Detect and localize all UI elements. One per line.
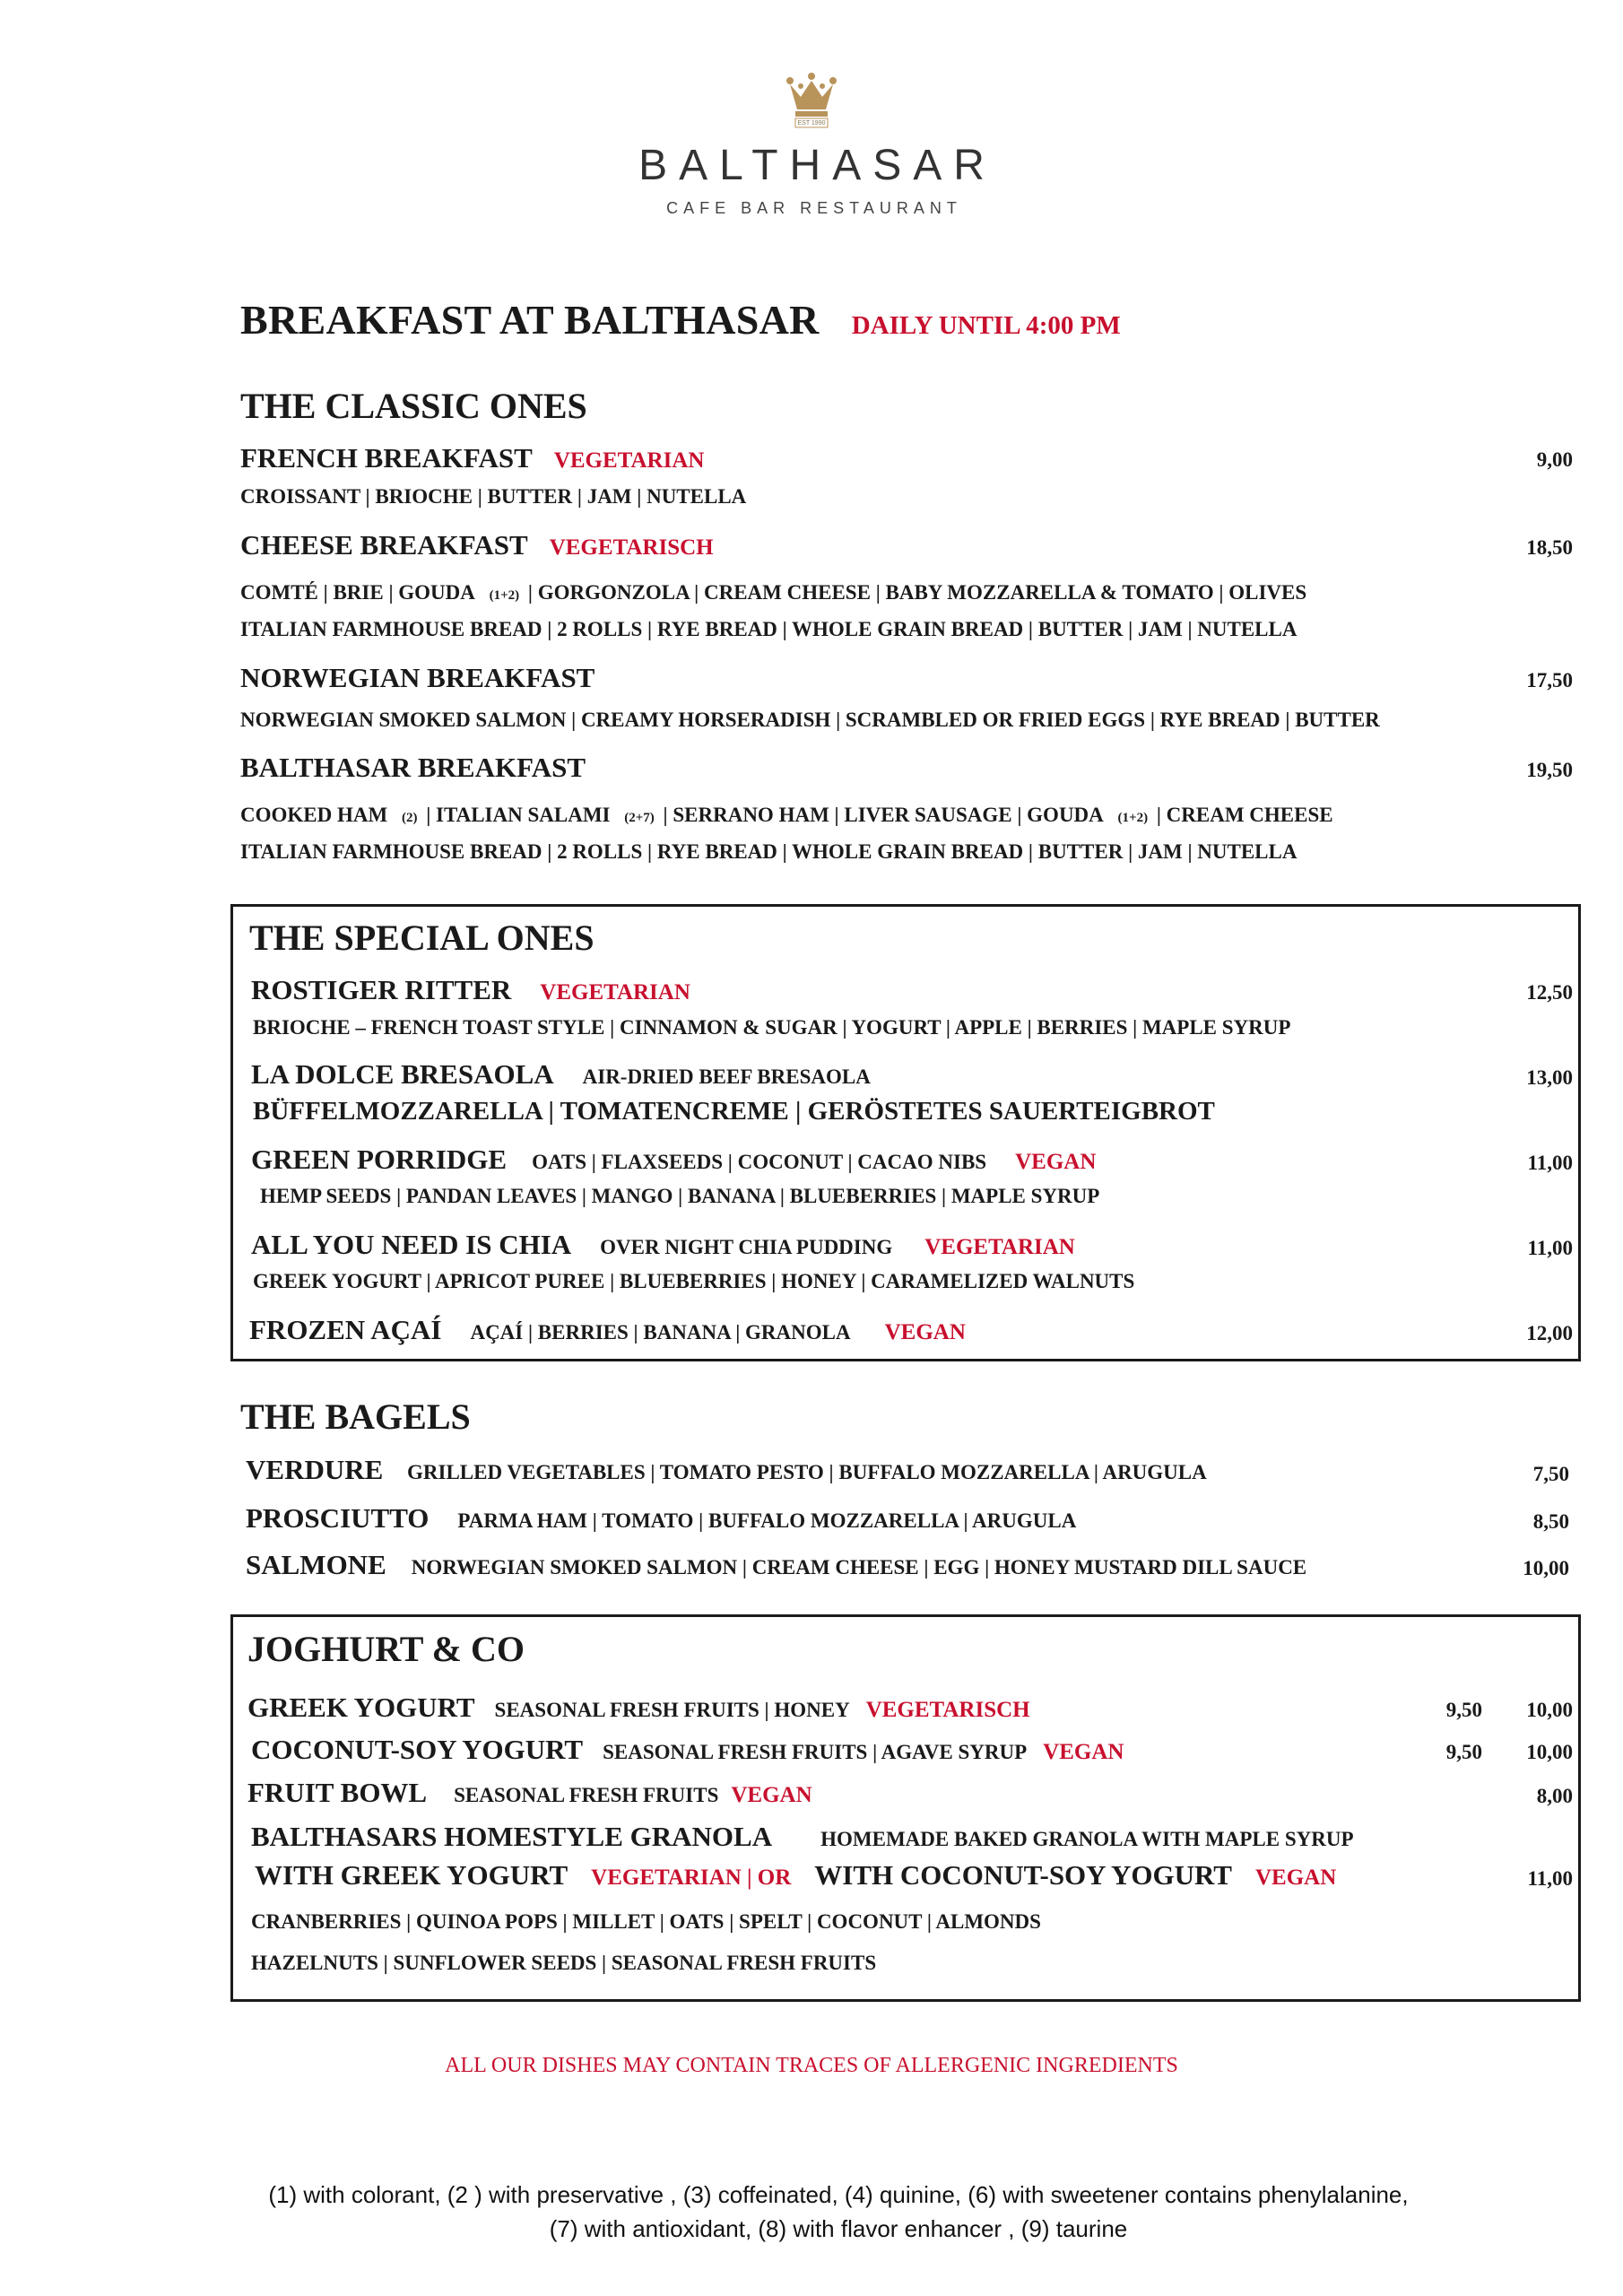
item-price: 13,00 [1526,1066,1573,1089]
item-inline-desc: AIR-DRIED BEEF BRESAOLA [582,1065,871,1088]
page-title: BREAKFAST AT BALTHASAR [240,297,820,343]
item-inline-desc: PARMA HAM | TOMATO | BUFFALO MOZZARELLA | ARUGULA [457,1509,1077,1532]
item-name: BALTHASARS HOMESTYLE GRANOLA [251,1821,773,1852]
diet-tag: VEGETARIAN [924,1235,1075,1259]
desc-part: | SERRANO HAM | LIVER SAUSAGE | GOUDA [663,804,1104,826]
logo-name: BALTHASAR [638,142,996,189]
section-title-special: THE SPECIAL ONES [249,918,595,958]
diet-tag: VEGAN [1043,1740,1124,1764]
item-description: BÜFFELMOZZARELLA | TOMATENCREME | GERÖSTETES SAUERTEIGBROT [253,1097,1215,1126]
item-price: 12,00 [1526,1322,1573,1344]
option-coconut: WITH COCONUT-SOY YOGURT [814,1859,1232,1891]
footnote-line2: (7) with antioxidant, (8) with flavor enhancer , (9) taurine [549,2215,1128,2242]
diet-tag: VEGAN [731,1783,812,1807]
section-title-classic: THE CLASSIC ONES [240,386,587,426]
menu-item-fruit-bowl [247,1777,812,1809]
diet-tag: VEGETARISCH [865,1698,1030,1722]
item-price: 11,00 [1527,1867,1573,1890]
item-description [240,581,1306,604]
diet-tag: VEGAN [1015,1150,1097,1174]
menu-item-la-dolce-bresaola [251,1058,871,1091]
allergen-code: (1+2) [489,588,520,603]
item-name: ALL YOU NEED IS CHIA [251,1229,572,1260]
item-inline-desc: SEASONAL FRESH FRUITS | HONEY [494,1699,850,1721]
item-inline-desc: NORWEGIAN SMOKED SALMON | CREAM CHEESE | EGG | HONEY MUSTARD DILL SAUCE [411,1556,1307,1578]
menu-item-prosciutto [246,1502,1076,1535]
desc-part: COOKED HAM [240,804,388,826]
item-name: BALTHASAR BREAKFAST [240,752,586,783]
item-name: CHEESE BREAKFAST [240,529,528,561]
allergen-code: (2+7) [624,811,655,825]
diet-tag: VEGETARIAN | OR [591,1866,792,1890]
item-description [240,804,1333,827]
section-title-bagels: THE BAGELS [240,1396,471,1437]
item-price: 11,00 [1527,1237,1573,1259]
item-price: 11,00 [1527,1152,1573,1174]
menu-item-coconut-soy-yogurt [251,1734,1124,1766]
page-header [240,296,1121,344]
item-name: LA DOLCE BRESAOLA [251,1058,554,1090]
desc-part: | ITALIAN SALAMI [426,804,611,826]
granola-options [255,1859,1336,1892]
item-price: 9,00 [1536,448,1573,471]
menu-item-norwegian-breakfast [240,662,595,694]
item-price: 7,50 [1532,1463,1569,1485]
item-inline-desc: AÇAÍ | BERRIES | BANANA | GRANOLA [470,1321,851,1344]
item-inline-desc: SEASONAL FRESH FRUITS | AGAVE SYRUP [603,1741,1028,1763]
item-description: BRIOCHE – FRENCH TOAST STYLE | CINNAMON & SUGAR | YOGURT | APPLE | BERRIES | MAPLE SYRUP [253,1016,1291,1039]
logo-subtitle: CAFE BAR RESTAURANT [666,199,962,217]
diet-tag: VEGAN [1254,1866,1337,1890]
item-price: 8,00 [1536,1785,1573,1807]
item-price-large: 10,00 [1526,1741,1573,1763]
item-price: 19,50 [1526,759,1573,781]
item-price: 10,00 [1523,1557,1569,1579]
item-price-small: 9,50 [1445,1699,1482,1721]
menu-item-salmone [246,1549,1306,1581]
logo [0,72,1623,218]
item-name: FROZEN AÇAÍ [249,1314,442,1345]
menu-item-cheese-breakfast [240,529,714,561]
footnote-line1: (1) with colorant, (2 ) with preservative , (3) coffeinated, (4) quinine, (6) with sweetener contains phenylalanine, [268,2181,1409,2208]
diet-tag: VEGETARIAN [553,448,705,473]
item-price: 17,50 [1526,669,1573,691]
item-name: ROSTIGER RITTER [251,974,512,1005]
item-price-large: 10,00 [1526,1699,1573,1721]
hours-label: DAILY UNTIL 4:00 PM [851,311,1121,340]
item-description: NORWEGIAN SMOKED SALMON | CREAMY HORSERADISH | SCRAMBLED OR FRIED EGGS | RYE BREAD | BUTTER [240,709,1380,731]
menu-item-rostiger-ritter [251,974,690,1006]
menu-item-verdure [246,1454,1207,1486]
section-title-joghurt: JOGHURT & CO [247,1629,525,1669]
item-name: GREEK YOGURT [247,1692,475,1723]
menu-item-all-you-need-is-chia [251,1229,1075,1261]
item-price: 18,50 [1526,536,1573,559]
allergen-code: (1+2) [1117,811,1149,825]
item-name: GREEN PORRIDGE [251,1144,508,1175]
item-name: COCONUT-SOY YOGURT [251,1734,584,1765]
item-inline-desc: OVER NIGHT CHIA PUDDING [600,1236,893,1258]
menu-item-balthasar-breakfast [240,752,586,784]
item-name: FRENCH BREAKFAST [240,442,533,474]
menu-item-frozen-acai [249,1314,966,1346]
menu-item-french-breakfast [240,442,704,474]
menu-item-green-porridge [251,1144,1096,1176]
item-description-line2: ITALIAN FARMHOUSE BREAD | 2 ROLLS | RYE BREAD | WHOLE GRAIN BREAD | BUTTER | JAM | NUTELLA [240,618,1298,640]
item-description: CRANBERRIES | QUINOA POPS | MILLET | OATS | SPELT | COCONUT | ALMONDS [251,1910,1041,1933]
allergen-note: ALL OUR DISHES MAY CONTAIN TRACES OF ALLERGENIC INGREDIENTS [445,2054,1178,2077]
logo-est: EST 1990 [797,120,826,126]
desc-part: | CREAM CHEESE [1156,804,1333,826]
item-description-line2: ITALIAN FARMHOUSE BREAD | 2 ROLLS | RYE BREAD | WHOLE GRAIN BREAD | BUTTER | JAM | NUTELLA [240,840,1298,863]
item-price: 8,50 [1532,1510,1569,1533]
desc-part: | GORGONZOLA | CREAM CHEESE | BABY MOZZARELLA & TOMATO | OLIVES [527,581,1307,604]
item-name: SALMONE [246,1549,386,1580]
diet-tag: VEGETARISCH [549,535,714,560]
item-name: PROSCIUTTO [246,1502,430,1534]
diet-tag: VEGAN [884,1320,966,1344]
menu-item-greek-yogurt [247,1692,1030,1724]
item-price-small: 9,50 [1445,1741,1482,1763]
item-inline-desc: HOMEMADE BAKED GRANOLA WITH MAPLE SYRUP [820,1828,1354,1850]
item-inline-desc: OATS | FLAXSEEDS | COCONUT | CACAO NIBS [532,1151,987,1173]
item-price: 12,50 [1526,981,1573,1004]
item-inline-desc: SEASONAL FRESH FRUITS [454,1784,719,1806]
allergen-code: (2) [401,811,418,825]
desc-part: COMTÉ | BRIE | GOUDA [240,581,475,604]
item-name: VERDURE [246,1454,384,1485]
item-inline-desc: GRILLED VEGETABLES | TOMATO PESTO | BUFFALO MOZZARELLA | ARUGULA [407,1461,1207,1483]
item-name: FRUIT BOWL [247,1777,428,1808]
item-name: NORWEGIAN BREAKFAST [240,662,595,693]
item-description: GREEK YOGURT | APRICOT PUREE | BLUEBERRIES | HONEY | CARAMELIZED WALNUTS [253,1270,1135,1292]
menu-item-homestyle-granola [251,1821,1354,1853]
option-greek: WITH GREEK YOGURT [255,1859,568,1891]
item-description-line2: HAZELNUTS | SUNFLOWER SEEDS | SEASONAL FRESH FRUITS [251,1952,877,1974]
diet-tag: VEGETARIAN [540,980,690,1004]
item-description: CROISSANT | BRIOCHE | BUTTER | JAM | NUTELLA [240,485,747,508]
item-description: HEMP SEEDS | PANDAN LEAVES | MANGO | BANANA | BLUEBERRIES | MAPLE SYRUP [260,1185,1100,1207]
